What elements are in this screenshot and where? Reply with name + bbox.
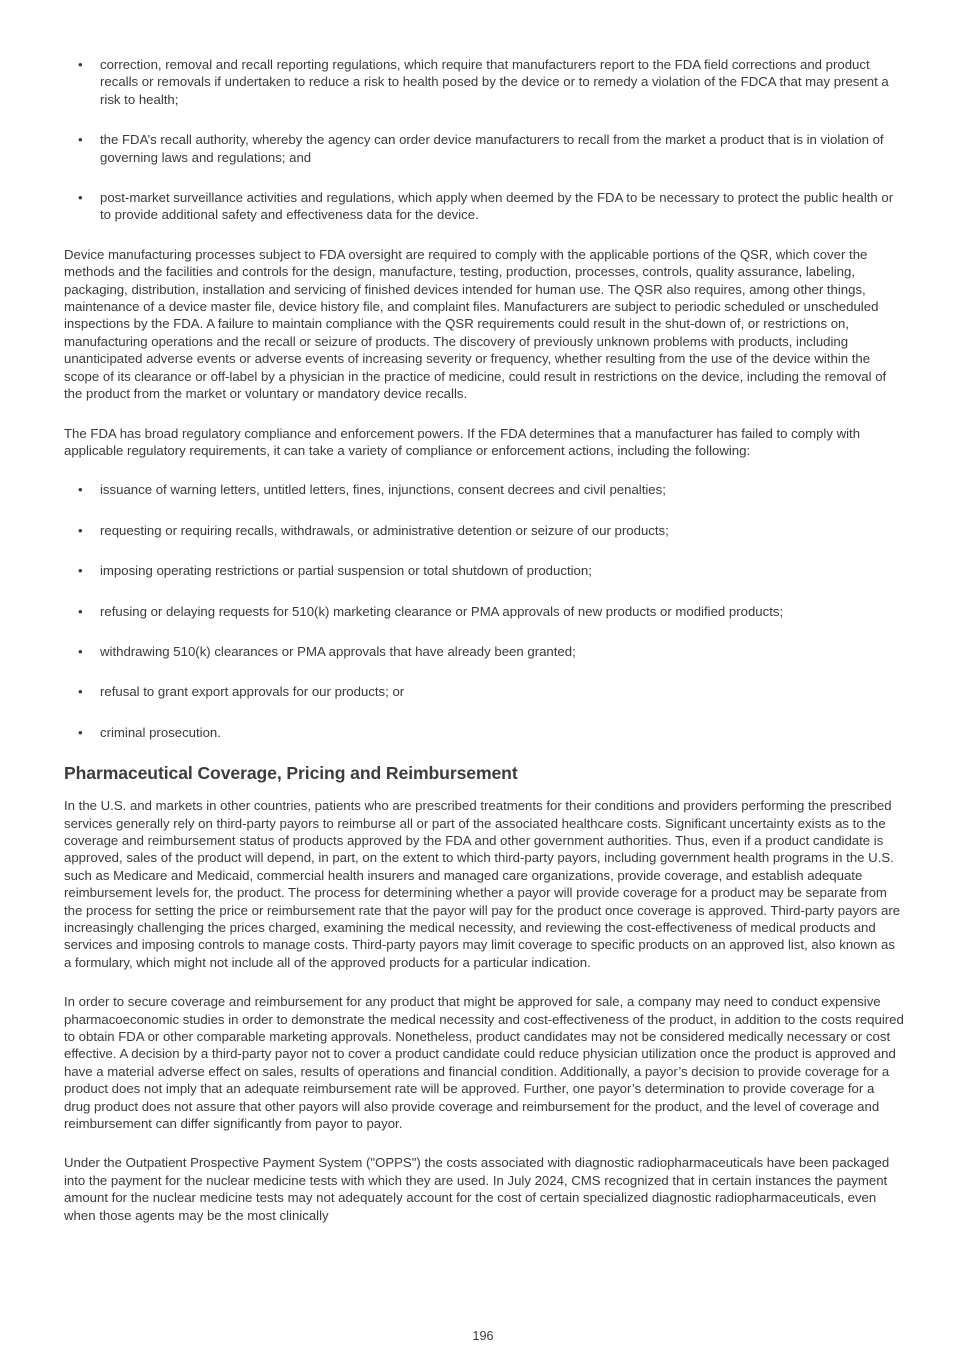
fda-enforcement-actions-list	[64, 481, 904, 741]
list-item	[64, 603, 904, 620]
list-item	[64, 481, 904, 498]
fda-device-regulations-list	[64, 56, 904, 224]
section-heading-pharmaceutical-coverage: Pharmaceutical Coverage, Pricing and Reimbursement	[64, 763, 518, 784]
list-item-text: imposing operating restrictions or partial suspension or total shutdown of production;	[100, 563, 592, 579]
list-item-text: issuance of warning letters, untitled letters, fines, injunctions, consent decrees and civil penalties;	[100, 482, 666, 498]
list-item-text: requesting or requiring recalls, withdrawals, or administrative detention or seizure of our products;	[100, 522, 669, 538]
bullet-icon: •	[78, 57, 83, 72]
page-content	[64, 56, 904, 1246]
paragraph-coverage: In the U.S. and markets in other countries, patients who are prescribed treatments for their conditions and providers performing the prescribed services generally rely on third-party payors to reimburse all or part of the associated healthcare costs. Significant uncertainty exists as to the coverage and reimbursement status of products approved by the FDA and other government authorities. Thus, even if a product candidate is approved, sales of the product will depend, in part, on the extent to which third-party payors, including government health programs in the U.S. such as Medicare and Medicaid, commercial health insurers and managed care organizations, provide coverage, and establish adequate reimbursement levels for, the product. The process for determining whether a payor will provide coverage for a product may be separate from the process for setting the price or reimbursement rate that the payor will pay for the product once coverage is approved. Third-party payors are increasingly challenging the prices charged, examining the medical necessity, and reviewing the cost-effectiveness of medical products and services and imposing controls to manage costs. Third-party payors may limit coverage to specific products on an approved list, also known as a formulary, which might not include all of the approved products for a particular indication.	[64, 798, 901, 970]
list-item-text: criminal prosecution.	[100, 724, 221, 740]
list-item-text: refusal to grant export approvals for our products; or	[100, 684, 405, 700]
bullet-icon: •	[78, 190, 83, 206]
list-item-text: the FDA’s recall authority, whereby the agency can order device manufacturers to recall from the market a product that is in violation of governing laws and regulations; and	[100, 132, 884, 165]
list-item	[64, 56, 904, 108]
list-item-text: correction, removal and recall reporting regulations, which require that manufacturers report to the FDA field corrections and product recalls or removals if undertaken to reduce a risk to health posed by the device or to remedy a violation of the FDCA that may present a risk to health;	[100, 57, 889, 107]
list-item	[64, 131, 904, 166]
paragraph-secure-coverage: In order to secure coverage and reimbursement for any product that might be approved for sale, a company may need to conduct expensive pharmacoeconomic studies in order to demonstrate the medical necessity and cost-effectiveness of the product, in addition to the costs required to obtain FDA or other comparable marketing approvals. Nonetheless, product candidates may not be considered medically necessary or cost effective. A decision by a third-party payor not to cover a product candidate could reduce physician utilization once the product is approved and have a material adverse effect on sales, results of operations and financial condition. Additionally, a payor’s decision to provide coverage for a product does not imply that an adequate reimbursement rate will be approved. Further, one payor’s determination to provide coverage for a drug product does not assure that other payors will also provide coverage and reimbursement for the product, and the level of coverage and reimbursement can differ significantly from payor to payor.	[64, 994, 904, 1132]
list-item-text: post-market surveillance activities and regulations, which apply when deemed by the FDA to be necessary to protect the public health or to provide additional safety and effectiveness data for the device.	[100, 190, 894, 223]
page-number: 196	[472, 1329, 494, 1343]
list-item	[64, 189, 904, 224]
list-item	[64, 562, 904, 579]
list-item-text: withdrawing 510(k) clearances or PMA approvals that have already been granted;	[100, 643, 576, 659]
paragraph-enforcement-intro: The FDA has broad regulatory compliance and enforcement powers. If the FDA determines that a manufacturer has failed to comply with applicable regulatory requirements, it can take a variety of compliance or enforcement actions, including the following:	[64, 425, 861, 458]
bullet-icon: •	[78, 684, 83, 700]
bullet-icon: •	[78, 603, 83, 619]
bullet-icon: •	[78, 522, 83, 538]
bullet-icon: •	[78, 482, 83, 498]
bullet-icon: •	[78, 724, 83, 740]
bullet-icon: •	[78, 132, 83, 148]
paragraph-qsr: Device manufacturing processes subject to FDA oversight are required to comply with the applicable portions of the QSR, which cover the methods and the facilities and controls for the design, manufacture, testing, production, processes, controls, quality assurance, labeling, packaging, distribution, installation and servicing of finished devices intended for human use. The QSR also requires, among other things, maintenance of a device master file, device history file, and complaint files. Manufacturers are subject to periodic scheduled or unscheduled inspections by the FDA. A failure to maintain compliance with the QSR requirements could result in the shut-down of, or restrictions on, manufacturing operations and the recall or seizure of products. The discovery of previously unknown problems with products, including unanticipated adverse events or adverse events of increasing severity or frequency, whether resulting from the use of the device within the scope of its clearance or off-label by a physician in the practice of medicine, could result in restrictions on the device, including the removal of the product from the market or voluntary or mandatory device recalls.	[64, 246, 887, 402]
list-item-text: refusing or delaying requests for 510(k) marketing clearance or PMA approvals of new products or modified products;	[100, 603, 784, 619]
list-item	[64, 522, 904, 539]
bullet-icon: •	[78, 643, 83, 659]
list-item	[64, 683, 904, 700]
paragraph-opps: Under the Outpatient Prospective Payment System ("OPPS") the costs associated with diagnostic radiopharmaceuticals have been packaged into the payment for the nuclear medicine tests with which they are used. In July 2024, CMS recognized that in certain instances the payment amount for the nuclear medicine tests may not adequately account for the cost of certain specialized diagnostic radiopharmaceuticals, even when those agents may be the most clinically	[64, 1155, 890, 1223]
bullet-icon: •	[78, 563, 83, 579]
list-item	[64, 643, 904, 660]
list-item	[64, 724, 904, 741]
